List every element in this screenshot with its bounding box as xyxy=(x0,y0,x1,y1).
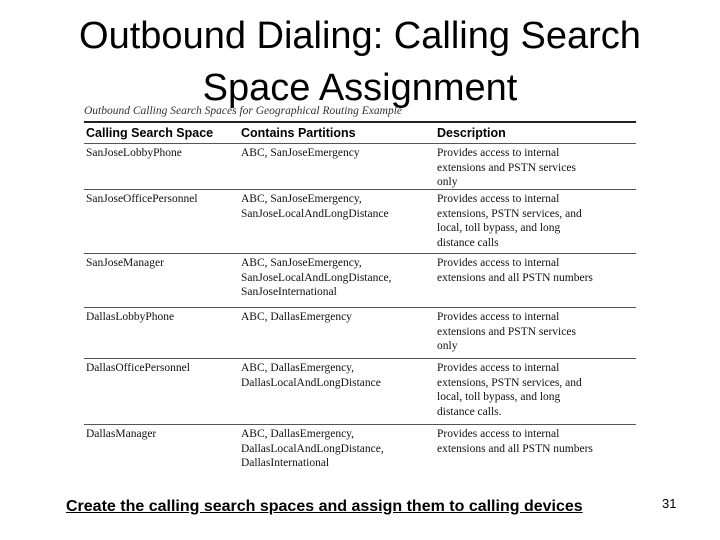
cell-partitions: ABC, DallasEmergency xyxy=(241,311,352,323)
table-header-row xyxy=(84,123,636,143)
cell-partitions: ABC, SanJoseEmergency, SanJoseLocalAndLongDistance, SanJoseInternational xyxy=(241,257,392,298)
cell-partitions: ABC, SanJoseEmergency xyxy=(241,147,360,159)
cell-calling-search-space: DallasLobbyPhone xyxy=(86,311,175,323)
table-row xyxy=(84,359,636,424)
header-contains-partitions: Contains Partitions xyxy=(241,126,356,140)
cell-calling-search-space: SanJoseLobbyPhone xyxy=(86,147,182,159)
table-caption: Outbound Calling Search Spaces for Geographical Routing Example xyxy=(84,105,403,117)
calling-search-space-table xyxy=(84,104,636,475)
table-row xyxy=(84,425,636,475)
cell-calling-search-space: DallasOfficePersonnel xyxy=(86,362,190,374)
header-calling-search-space: Calling Search Space xyxy=(86,126,214,140)
cell-partitions: ABC, SanJoseEmergency, SanJoseLocalAndLongDistance xyxy=(241,193,389,220)
header-description: Description xyxy=(437,126,506,140)
cell-description: Provides access to internal extensions and PSTN services only xyxy=(437,147,576,188)
slide-title xyxy=(0,10,720,114)
table-row xyxy=(84,190,636,253)
cell-calling-search-space: SanJoseOfficePersonnel xyxy=(86,193,198,205)
table-row xyxy=(84,308,636,358)
cell-calling-search-space: SanJoseManager xyxy=(86,257,164,269)
cell-description: Provides access to internal extensions, PSTN services, and local, toll bypass, and long distance calls xyxy=(437,193,582,249)
cell-calling-search-space: DallasManager xyxy=(86,428,157,440)
cell-description: Provides access to internal extensions and all PSTN numbers xyxy=(437,428,593,455)
title-line-1: Outbound Dialing: Calling Search xyxy=(79,15,641,57)
cell-description: Provides access to internal extensions and PSTN services only xyxy=(437,311,576,352)
cell-description: Provides access to internal extensions, PSTN services, and local, toll bypass, and long distance calls. xyxy=(437,362,582,418)
table-row xyxy=(84,254,636,307)
cell-partitions: ABC, DallasEmergency, DallasLocalAndLongDistance xyxy=(241,362,381,389)
cell-description: Provides access to internal extensions and all PSTN numbers xyxy=(437,257,593,284)
title-line-2: Space Assignment xyxy=(202,67,518,109)
cell-partitions: ABC, DallasEmergency, DallasLocalAndLongDistance, DallasInternational xyxy=(241,428,384,469)
table-row xyxy=(84,144,636,189)
footer-text: Create the calling search spaces and assign them to calling devices xyxy=(66,498,583,515)
page-number: 31 xyxy=(662,496,677,511)
